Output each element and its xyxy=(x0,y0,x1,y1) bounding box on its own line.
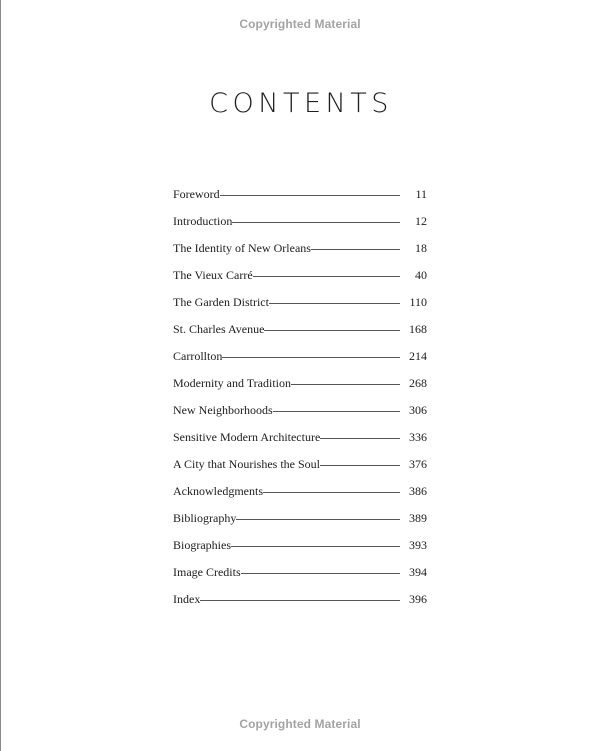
toc-label: A City that Nourishes the Soul xyxy=(173,457,320,471)
toc-leader xyxy=(222,357,400,358)
toc-page-number: 40 xyxy=(415,268,427,282)
toc-entry xyxy=(173,295,427,322)
watermark-top: Copyrighted Material xyxy=(239,17,361,31)
toc-label: The Vieux Carré xyxy=(173,268,253,282)
toc-label: Bibliography xyxy=(173,511,237,525)
toc-leader xyxy=(291,384,400,385)
toc-page-number: 18 xyxy=(415,241,427,255)
toc-entry xyxy=(173,592,427,619)
toc-label: St. Charles Avenue xyxy=(173,322,265,336)
toc-entry xyxy=(173,511,427,538)
toc-label: Foreword xyxy=(173,187,220,201)
toc-leader xyxy=(320,438,400,439)
toc-label: The Identity of New Orleans xyxy=(173,241,311,255)
toc-leader xyxy=(311,249,400,250)
toc-entry xyxy=(173,322,427,349)
toc-page-number: 306 xyxy=(409,403,427,417)
toc-leader xyxy=(231,546,400,547)
toc-page-number: 376 xyxy=(409,457,427,471)
toc-leader xyxy=(241,573,400,574)
toc-entry xyxy=(173,241,427,268)
toc-entry xyxy=(173,268,427,295)
toc-label: Sensitive Modern Architecture xyxy=(173,430,321,444)
toc-leader xyxy=(263,492,400,493)
toc-leader xyxy=(320,465,400,466)
toc-page-number: 268 xyxy=(409,376,427,390)
toc-entry xyxy=(173,430,427,457)
toc-entry xyxy=(173,214,427,241)
page-title: CONTENTS xyxy=(209,88,393,119)
toc-leader xyxy=(264,330,400,331)
table-of-contents xyxy=(173,187,427,619)
toc-label: Image Credits xyxy=(173,565,241,579)
toc-label: Carrollton xyxy=(173,349,223,363)
toc-label: Biographies xyxy=(173,538,231,552)
toc-leader xyxy=(200,600,400,601)
toc-entry xyxy=(173,538,427,565)
toc-leader xyxy=(232,222,400,223)
toc-entry xyxy=(173,484,427,511)
toc-leader xyxy=(253,276,400,277)
toc-entry xyxy=(173,187,427,214)
toc-label: Introduction xyxy=(173,214,233,228)
toc-page-number: 110 xyxy=(409,295,427,309)
toc-leader xyxy=(269,303,400,304)
toc-entry xyxy=(173,457,427,484)
toc-label: The Garden District xyxy=(173,295,269,309)
toc-label: Modernity and Tradition xyxy=(173,376,292,390)
toc-entry xyxy=(173,403,427,430)
toc-page-number: 214 xyxy=(409,349,427,363)
toc-page-number: 336 xyxy=(409,430,427,444)
toc-label: Index xyxy=(173,592,201,606)
toc-page-number: 389 xyxy=(409,511,427,525)
toc-page-number: 393 xyxy=(409,538,427,552)
toc-leader xyxy=(220,195,400,196)
toc-leader xyxy=(273,411,400,412)
toc-page-number: 12 xyxy=(415,214,427,228)
toc-label: New Neighborhoods xyxy=(173,403,273,417)
toc-label: Acknowledgments xyxy=(173,484,263,498)
toc-page-number: 394 xyxy=(409,565,427,579)
toc-page-number: 11 xyxy=(415,187,427,201)
toc-page-number: 168 xyxy=(409,322,427,336)
toc-entry xyxy=(173,565,427,592)
toc-entry xyxy=(173,349,427,376)
toc-page-number: 396 xyxy=(409,592,427,606)
toc-page-number: 386 xyxy=(409,484,427,498)
toc-leader xyxy=(236,519,400,520)
toc-entry xyxy=(173,376,427,403)
watermark-bottom: Copyrighted Material xyxy=(239,717,361,731)
